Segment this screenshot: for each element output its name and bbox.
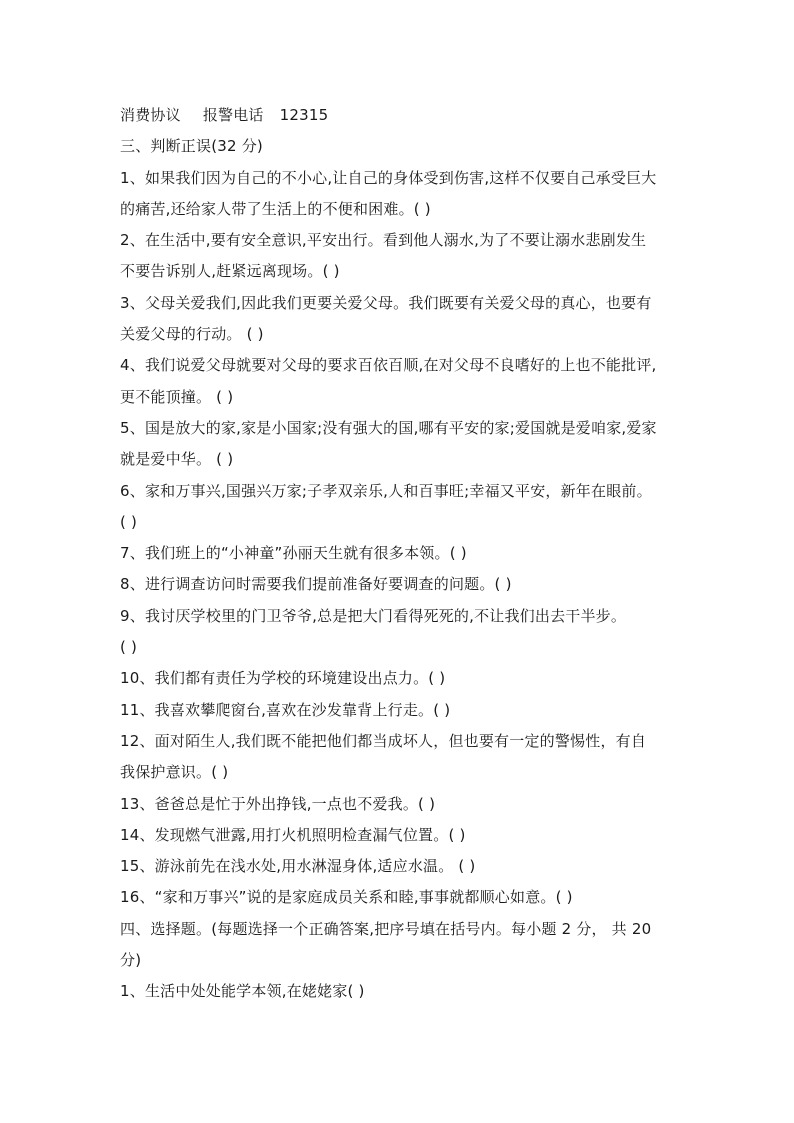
question-line: 9、我讨厌学校里的门卫爷爷,总是把大门看得死死的,不让我们出去干半步。 [120, 606, 627, 625]
question-line: 更不能顶撞。 ( ) [120, 387, 234, 406]
question-line: 3、父母关爱我们,因此我们更要关爱父母。我们既要有关爱父母的真心，也要有 [120, 293, 652, 312]
question-line: 我保护意识。( ) [120, 763, 229, 782]
question-line: 就是爱中华。 ( ) [120, 450, 234, 469]
question-line: 不要告诉别人,赶紧远离现场。( ) [120, 262, 340, 281]
question-line: ( ) [120, 638, 138, 657]
choice-question-line: 1、生活中处处能学本领,在姥姥家( ) [120, 982, 365, 1001]
section-four-title: 四、选择题。(每题选择一个正确答案,把序号填在括号内。每小题 2 分， 共 20 [120, 919, 652, 938]
section-four-title-cont: 分) [120, 951, 142, 970]
question-line: 4、我们说爱父母就要对父母的要求百依百顺,在对父母不良嗜好的上也不能批评, [120, 356, 657, 375]
question-line: 关爱父母的行动。 ( ) [120, 325, 264, 344]
question-line: 13、爸爸总是忙于外出挣钱,一点也不爱我。( ) [120, 794, 436, 813]
question-line: 10、我们都有责任为学校的环境建设出点力。( ) [120, 669, 446, 688]
question-line: 11、我喜欢攀爬窗台,喜欢在沙发靠背上行走。( ) [120, 700, 451, 719]
question-line: 14、发现燃气泄露,用打火机照明检查漏气位置。( ) [120, 825, 466, 844]
question-line: 的痛苦,还给家人带了生活上的不便和困难。( ) [120, 199, 431, 218]
question-line: 7、我们班上的“小神童”孙丽天生就有很多本领。( ) [120, 544, 467, 563]
header-left: 消费协议 [120, 106, 181, 124]
question-line: 6、家和万事兴,国强兴万家;子孝双亲乐,人和百事旺;幸福又平安，新年在眼前。 [120, 481, 652, 500]
header-line [120, 100, 680, 131]
question-line: 2、在生活中,要有安全意识,平安出行。看到他人溺水,为了不要让溺水悲剧发生 [120, 231, 647, 250]
document-page [120, 100, 680, 1008]
header-middle: 报警电话 [202, 106, 264, 124]
question-line: 12、面对陌生人,我们既不能把他们都当成坏人，但也要有一定的警惕性，有自 [120, 731, 647, 750]
section-three-title: 三、判断正误(32 分) [120, 137, 263, 156]
question-line: ( ) [120, 512, 138, 531]
question-line: 5、国是放大的家,家是小国家;没有强大的国,哪有平安的家;爱国就是爱咱家,爱家 [120, 418, 657, 437]
question-line: 16、“家和万事兴”说的是家庭成员关系和睦,事事就都顺心如意。( ) [120, 888, 573, 907]
question-line: 1、如果我们因为自己的不小心,让自己的身体受到伤害,这样不仅要自己承受巨大 [120, 168, 657, 187]
question-line: 15、游泳前先在浅水处,用水淋湿身体,适应水温。 ( ) [120, 857, 476, 876]
question-line: 8、进行调查访问时需要我们提前准备好要调查的问题。( ) [120, 575, 512, 594]
header-number: 12315 [279, 106, 329, 124]
